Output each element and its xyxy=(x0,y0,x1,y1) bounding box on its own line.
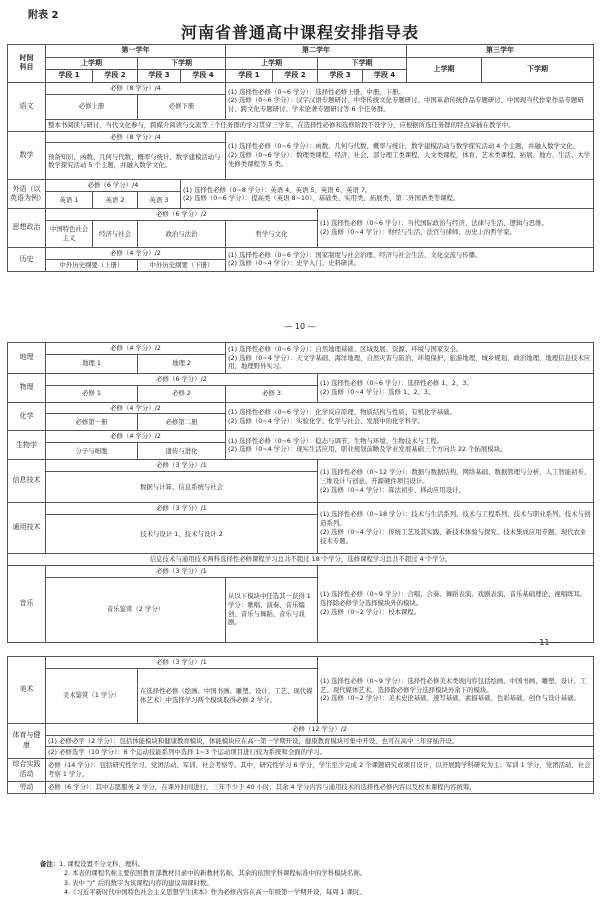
required-module: 中外历史纲要（下册） xyxy=(138,259,226,271)
subject-physics: 物理 xyxy=(8,373,46,402)
header-segment: 学段 1 xyxy=(226,70,273,83)
elective-description: (1) 选择性必修（0~6 学分）：函数、几何与代数、概率与统计，数学建模活动与数学探究活动 4 个主题，并融入数学文化。 (2) 选修（0~6 学分）：数理类课程，经济、社会、部分理工类课程，人文类课程，体育、艺术类课程，拓展、地方、生活、大学先修类课程等 5 类。 xyxy=(226,131,594,180)
elective-description: (1) 选择性必修（0~6 学分）：选择性必修上册、中册、下册。 (2) 选修（0~6 学分）：汉字汉语专题研讨、中华传统文化专题研讨、中国革命传统作品专题研讨、中国现当代作家作品专题研讨、跨文化专题研讨、学术论著专题研讨等 6 个任务群。 xyxy=(226,82,594,119)
required-credits: 必修（8 学分）/4 xyxy=(46,82,226,94)
required-credits: 必修（12 学分）/2 xyxy=(46,723,594,735)
required-module: 政治与法治 xyxy=(138,221,226,248)
required-module: 地理 2 xyxy=(138,354,226,373)
subject-chemistry: 化学 xyxy=(8,402,46,431)
subject-information-technology: 信息技术 xyxy=(8,460,46,503)
elective-description: (1) 选择性必修（0~6 学分）：选择性必修 1、2、3。 (2) 选修（0~4 学分）：选修 1、2、3。 xyxy=(318,373,594,402)
header-segment: 学段 2 xyxy=(93,70,138,83)
header-year-1: 第一学年 xyxy=(46,45,226,58)
elective-description: (1) 选择性必修（0~12 学分）：数据与数据结构、网络基础、数据管理与分析、人工智能初步、三维设计与创意、开源硬件项目设计。 (2) 选修（0~4 学分）：算法初步、移动应用设计。 xyxy=(318,460,594,503)
required-credits: 必修（3 学分）/1 xyxy=(46,503,318,515)
header-segment: 学段 4 xyxy=(363,70,407,83)
header-segment: 学段 1 xyxy=(46,70,93,83)
subject-physical-education: 体育与健康 xyxy=(8,723,46,758)
required-module: 必修 3 xyxy=(226,385,318,402)
required-module: 在选择性必修（绘画、中国书画、雕塑、设计、工艺、现代媒体艺术）中选择学习两个模块取得必修 2 学分。 xyxy=(138,668,318,723)
elective-description: (1) 选择性必修（0~18 学分）：技术与生活系列、技术与工程系列、技术与职业系列、技术与创造系列。 (2) 选修（0~4 学分）：传统工艺及其实践、新技术体验与探究、技术集成应用专题、现代农业技术专题。 xyxy=(318,503,594,554)
required-module: 遗传与进化 xyxy=(138,443,226,460)
required-module: 英语 1 xyxy=(46,192,93,209)
required-credits: 必修（3 学分）/1 xyxy=(46,657,318,669)
required-credits: 必修（4 学分）/2 xyxy=(46,431,226,443)
subject-math: 数学 xyxy=(8,131,46,180)
labor-description: 必修（6 学分）：其中志愿服务 2 学分，在课外时间进行，三年不少于 40 小时；其余 4 学分内容与通用技术的选择性必修内容以及校本课程内容统筹。 xyxy=(46,781,594,794)
required-module: 美术鉴赏（1 学分） xyxy=(46,668,138,723)
note-item: 2. 本表的课程名称主要依照教育部教材目录中的新教材名称，其余的依照学科课程标准中的学科模块名称。 xyxy=(64,869,367,878)
required-module: 必修下册 xyxy=(138,94,226,119)
header-term: 上学期 xyxy=(226,57,318,70)
pe-required-core: (1) 必修必学（2 学分）：包括体能模块和健康教育模块，体能模块应在高一第一学期开设，健康教育模块可集中开设，也可在高中三年穿插开设。 xyxy=(46,735,594,747)
header-term: 下学期 xyxy=(318,57,407,70)
subject-note: 整本书阅读与研讨，当代文化参与，跨媒介阅读与交流等三个任务群的学习贯穿三学年，在选择性必修和选修阶段不设学分，应根据所选任务群的特点穿插在教学中。 xyxy=(46,119,594,131)
header-term: 下学期 xyxy=(482,57,594,82)
subject-history: 历史 xyxy=(8,248,46,272)
required-module: 数据与计算、信息系统与社会 xyxy=(46,472,318,503)
header-term: 下学期 xyxy=(138,57,226,70)
header-term: 上学期 xyxy=(46,57,138,70)
subject-foreign-language: 外语（以英语为例） xyxy=(8,180,46,209)
required-module: 地理 1 xyxy=(46,354,138,373)
elective-description: (1) 选择性必修（0~6 学分）：国家制度与社会治理、经济与社会生活、文化交流与传播。 (2) 选修（0~4 学分）：史学入门、史料研读。 xyxy=(226,248,594,272)
required-module: 从以下模块中任选其一获得 1 学分：歌唱、演奏、音乐编创、音乐与舞蹈、音乐与戏剧。 xyxy=(226,577,318,642)
required-module: 必修上册 xyxy=(46,94,138,119)
notes xyxy=(40,860,580,897)
subject-music: 音乐 xyxy=(8,565,46,642)
required-module: 哲学与文化 xyxy=(226,221,318,248)
schedule-table-page3 xyxy=(7,656,594,794)
header-term: 上学期 xyxy=(407,57,482,82)
required-credits: 必修（8 学分）/4 xyxy=(46,131,226,143)
elective-description: (1) 选择性必修（0~9 学分）：合唱、合奏、舞蹈表演、戏剧表演、音乐基础理论、视唱练耳。选择除必修学分选择模块外的模块。 (2) 选修（0~2 学分）：校本课程。 xyxy=(318,565,594,642)
subject-general-technology: 通用技术 xyxy=(8,503,46,554)
practice-description: 必修（14 学分）：包括研究性学习、党团活动、军训、社会考察等。其中，研究性学习 6 学分，学生至少完成 2 个课题研究或项目设计，以开展跨学科研究为主；军训 1 学分，党团活动、社会考察 1 学分。 xyxy=(46,759,594,781)
notes-lead: 备注： xyxy=(40,860,60,868)
required-module: 技术与设计 1、技术与设计 2 xyxy=(46,514,318,553)
header-year-2: 第二学年 xyxy=(226,45,407,58)
required-module: 必修 1 xyxy=(46,385,138,402)
required-module: 经济与社会 xyxy=(93,221,138,248)
subject-biology: 生物学 xyxy=(8,431,46,460)
figure-label: 附表 2 xyxy=(28,10,59,21)
subject-comprehensive-practice: 综合实践活动 xyxy=(8,759,46,781)
subject-chinese: 语文 xyxy=(8,82,46,131)
page-number: — 11 — xyxy=(528,638,560,647)
required-credits: 必修（4 学分）/2 xyxy=(46,402,226,414)
required-module: 必修第二册 xyxy=(138,414,226,431)
subject-note: 信息技术与通用技术两科选择性必修课程学习总共不超过 18 个学分，选修课程学习总共不超过 4 个学分。 xyxy=(8,553,594,565)
required-module: 中外历史纲要（上册） xyxy=(46,259,138,271)
header-segment: 学段 4 xyxy=(181,70,226,83)
required-module: 中国特色社会主义 xyxy=(46,221,93,248)
header-time-subject: 时间 科目 xyxy=(8,45,46,83)
required-credits: 必修（3 学分）/1 xyxy=(46,460,318,472)
pe-required-elective: (2) 必修选学（10 学分）：6 个运动技能系列中选择 1~3 个运动项目进行较为系统和全面的学习。 xyxy=(46,747,594,759)
required-module: 必修第一册 xyxy=(46,414,138,431)
elective-description: (1) 选择性必修（0~8 学分）：英语 4、英语 5、英语 6、英语 7。 (2) 选修（0~6 学分）：提高类（英语 8~10）、基础类、实用类、拓展类、第二外国语类等课程。 xyxy=(181,180,594,209)
subject-geography: 地理 xyxy=(8,343,46,374)
required-module: 必修 2 xyxy=(138,385,226,402)
subject-fine-arts: 美术 xyxy=(8,657,46,724)
required-credits: 必修（4 学分）/2 xyxy=(46,343,226,355)
required-credits: 必修（6 学分）/2 xyxy=(46,373,318,385)
header-segment: 学段 3 xyxy=(138,70,181,83)
schedule-table-page1 xyxy=(7,44,594,272)
required-credits: 必修（4 学分）/2 xyxy=(46,248,226,260)
required-credits: 必修（6 学分）/2 xyxy=(46,209,318,221)
required-module: 预备知识、函数、几何与代数、概率与统计、数学建模活动与数学探究活动 5 个主题，并融入数学文化。 xyxy=(46,143,226,180)
elective-description: (1) 选择性必修（0~6 学分）：自然地理基础、区域发展、资源、环境与国家安全。 (2) 选修（0~4 学分）：天文学基础、海洋地理、自然灾害与防治、环境保护、旅游地理、城乡规划、政治地理、地理信息技术应用、地理野外实习。 xyxy=(226,343,594,374)
required-module: 英语 3 xyxy=(138,192,181,209)
required-module: 音乐鉴赏（2 学分） xyxy=(46,577,226,642)
schedule-table-page2 xyxy=(7,342,594,643)
subject-labor: 劳动 xyxy=(8,781,46,794)
page-title: 河南省普通高中课程安排指导表 xyxy=(180,23,419,42)
note-item: 1. 课程设置不分文科、理科。 xyxy=(59,860,144,868)
required-credits: 必修（6 学分）/4 xyxy=(46,180,181,192)
required-module: 英语 2 xyxy=(93,192,138,209)
required-credits: 必修（3 学分）/1 xyxy=(46,565,318,577)
elective-description: (1) 选择性必修（0~9 学分）：选择性必修美术类现内容包括绘画、中国书画、雕塑、设计、工艺、现代媒体艺术。选择除必修学分选择模块外余下的模块。 (2) 选修（0~2 学分）：美术史论基础、速写基础、素描基础、色彩基础、创作与设计基础。 xyxy=(318,657,594,724)
note-item: 4.《习近平新时代中国特色社会主义思想学生读本》作为必修内容在高一年级第一学期开设，每周 1 课时。 xyxy=(64,887,366,896)
elective-description: (1) 选择性必修（0~6 学分）：化学反应原理、物质结构与性质、有机化学基础。 (2) 选修（0~4 学分）：实验化学、化学与社会、发展中的化学科学。 xyxy=(226,402,594,431)
note-item: 3. 表中 “/” 后的数字为该课程内容的建议周课时数。 xyxy=(64,878,213,887)
subject-politics: 思想政治 xyxy=(8,209,46,248)
header-year-3: 第三学年 xyxy=(407,45,594,58)
header-segment: 学段 2 xyxy=(273,70,318,83)
header-segment: 学段 3 xyxy=(318,70,363,83)
elective-description: (1) 选择性必修（0~6 学分）：当代国际政治与经济、法律与生活、逻辑与思维。 (2) 选修（0~4 学分）：财经与生活、法官与律师、历史上的哲学家。 xyxy=(318,209,594,248)
page-number: — 10 — xyxy=(284,322,316,331)
required-module: 分子与细胞 xyxy=(46,443,138,460)
elective-description: (1) 选择性必修（0~6 学分）：稳态与调节、生物与环境、生物技术与工程。 (2) 选修（0~4 学分）：现实生活应用、职业规划前瞻及学业发展基础三个方向共 22 个拓展模块。 xyxy=(226,431,594,460)
